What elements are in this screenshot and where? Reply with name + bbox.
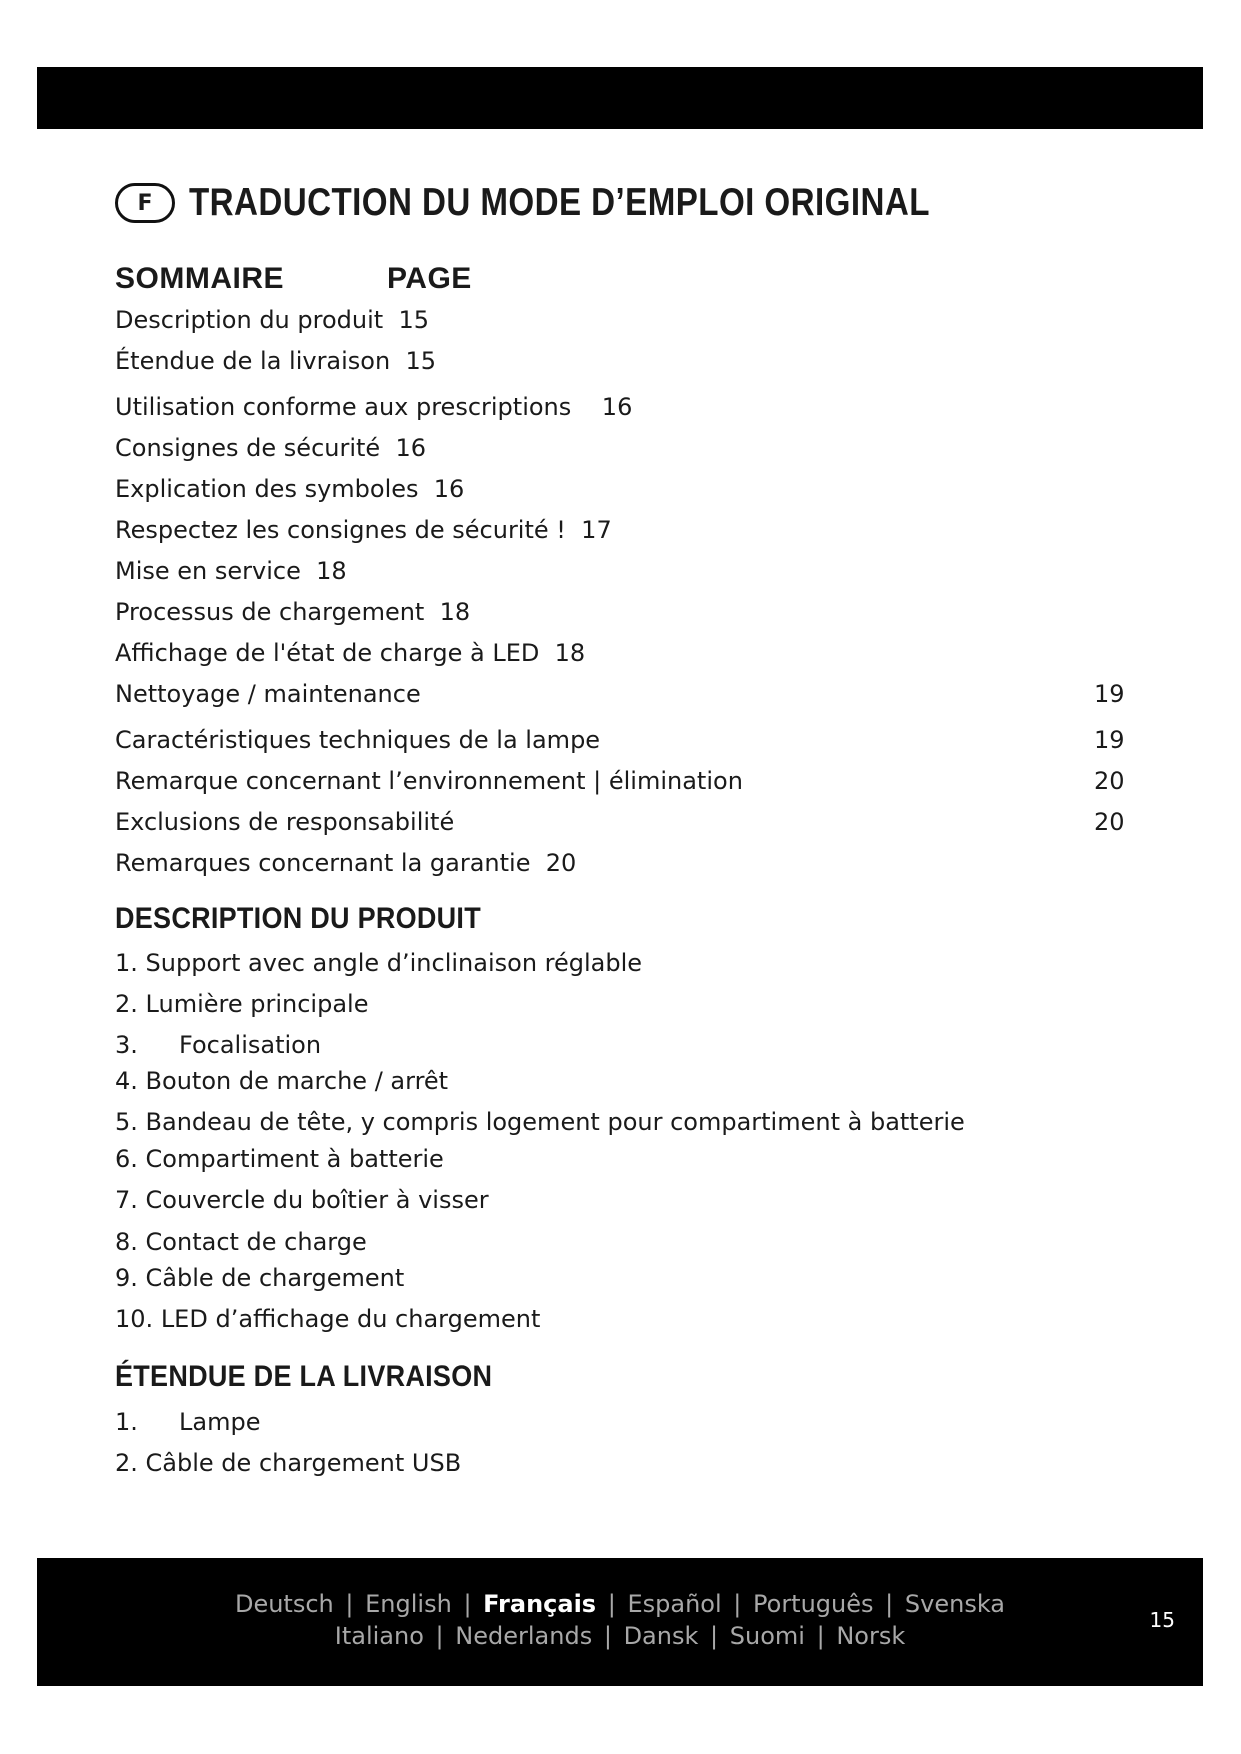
toc-entry-page: 15 (405, 347, 437, 375)
toc-page-heading: PAGE (387, 262, 472, 295)
toc-entry (115, 434, 426, 462)
list-item-number: 4. (115, 1067, 138, 1095)
toc-entry-label: Processus de chargement (115, 598, 425, 626)
list-item-number: 10. (115, 1305, 154, 1333)
title-row (115, 175, 1061, 231)
list-item-text: Contact de charge (145, 1228, 367, 1256)
toc-entry-label: Utilisation conforme aux prescriptions (115, 393, 572, 421)
toc-entry (115, 557, 347, 585)
toc-entry (115, 347, 436, 375)
top-bar (37, 67, 1203, 129)
toc-entry (115, 639, 585, 667)
page-number: 15 (1149, 1608, 1175, 1632)
lang-link-deutsch[interactable]: Deutsch (234, 1590, 334, 1618)
toc-entry-page: 18 (554, 639, 586, 667)
list-item-text: Compartiment à batterie (145, 1145, 444, 1173)
lang-separator: | (816, 1622, 825, 1650)
list-item-text: Câble de chargement (145, 1264, 405, 1292)
list-item (115, 949, 642, 977)
lang-link-espanol[interactable]: Español (627, 1590, 722, 1618)
list-item (115, 1228, 367, 1256)
toc-entry-page: 18 (439, 598, 471, 626)
lang-separator: | (733, 1590, 742, 1618)
lang-link-portugues[interactable]: Português (753, 1590, 874, 1618)
lang-separator: | (607, 1590, 616, 1618)
toc-entry-label: Nettoyage / maintenance (115, 680, 421, 708)
list-item-text: Lumière principale (145, 990, 369, 1018)
toc-entry-label: Caractéristiques techniques de la lampe (115, 726, 601, 754)
list-item-number: 6. (115, 1145, 138, 1173)
lang-separator: | (345, 1590, 354, 1618)
toc-entry (115, 393, 632, 421)
list-item-text: Câble de chargement USB (145, 1449, 462, 1477)
list-item-text: Couvercle du boîtier à visser (145, 1186, 489, 1214)
toc-entry-label: Respectez les consignes de sécurité ! (115, 516, 566, 544)
toc-entry-label: Explication des symboles (115, 475, 419, 503)
lang-separator: | (885, 1590, 894, 1618)
list-item (115, 1108, 965, 1136)
toc-entry (115, 849, 576, 877)
list-item-text: Support avec angle d’inclinaison réglable (145, 949, 643, 977)
lang-separator: | (710, 1622, 719, 1650)
language-nav-row-1 (37, 1588, 1203, 1620)
lang-link-dansk[interactable]: Dansk (623, 1622, 699, 1650)
lang-link-suomi[interactable]: Suomi (729, 1622, 805, 1650)
toc-entry (115, 598, 470, 626)
toc-entry-label: Remarque concernant l’environnement | élimination (115, 767, 743, 795)
delivery-heading: ÉTENDUE DE LA LIVRAISON (115, 1360, 493, 1393)
toc-entry-page: 20 (1094, 767, 1125, 795)
toc-entry-label: Description du produit (115, 306, 384, 334)
lang-link-norsk[interactable]: Norsk (836, 1622, 906, 1650)
toc-entry-page: 20 (1094, 808, 1125, 836)
list-item (115, 1186, 489, 1214)
list-item-number: 2. (115, 990, 138, 1018)
toc-entry-label: Mise en service (115, 557, 301, 585)
list-item (115, 990, 368, 1018)
list-item-text: Bandeau de tête, y compris logement pour compartiment à batterie (145, 1108, 965, 1136)
language-nav (37, 1588, 1203, 1652)
page-title: TRADUCTION DU MODE D’EMPLOI ORIGINAL (189, 181, 930, 224)
list-item (115, 1408, 260, 1436)
lang-link-italiano[interactable]: Italiano (334, 1622, 424, 1650)
list-item (115, 1031, 321, 1059)
toc-entry-label: Exclusions de responsabilité (115, 808, 455, 836)
list-item-text: Lampe (179, 1408, 261, 1436)
list-item-number: 9. (115, 1264, 138, 1292)
toc-entry-page: 17 (581, 516, 612, 544)
list-item (115, 1067, 448, 1095)
list-item-number: 7. (115, 1186, 138, 1214)
list-item-text: Focalisation (179, 1031, 322, 1059)
toc-entry-page: 16 (433, 475, 465, 503)
list-item-text: Bouton de marche / arrêt (145, 1067, 449, 1095)
toc-entry-page: 16 (601, 393, 633, 421)
list-item-text: LED d’affichage du chargement (160, 1305, 541, 1333)
list-item (115, 1305, 540, 1333)
toc-entry-label: Affichage de l'état de charge à LED (115, 639, 540, 667)
list-item-number: 5. (115, 1108, 138, 1136)
list-item-number: 1. (115, 949, 138, 977)
toc-entry (115, 475, 464, 503)
toc-entry (115, 306, 429, 334)
lang-link-nederlands[interactable]: Nederlands (455, 1622, 593, 1650)
lang-link-svenska[interactable]: Svenska (904, 1590, 1006, 1618)
toc-entry-label: Étendue de la livraison (115, 347, 391, 375)
toc-entry (115, 516, 612, 544)
footer-bar (37, 1558, 1203, 1686)
language-nav-row-2 (37, 1620, 1203, 1652)
lang-separator: | (435, 1622, 444, 1650)
toc-heading: SOMMAIRE (115, 262, 284, 295)
product-description-heading: DESCRIPTION DU PRODUIT (115, 902, 481, 935)
toc-entry-label: Consignes de sécurité (115, 434, 381, 462)
list-item-number: 1. (115, 1408, 138, 1436)
toc-entry-page: 19 (1094, 726, 1125, 754)
toc-entry-page: 16 (395, 434, 426, 462)
lang-separator: | (603, 1622, 612, 1650)
list-item-number: 3. (115, 1031, 138, 1059)
list-item (115, 1145, 444, 1173)
lang-link-english[interactable]: English (365, 1590, 452, 1618)
lang-link-francais[interactable]: Français (483, 1590, 597, 1618)
list-item (115, 1449, 461, 1477)
list-item-number: 2. (115, 1449, 138, 1477)
language-badge: F (115, 183, 175, 223)
toc-entry-page: 19 (1094, 680, 1125, 708)
toc-entry-page: 20 (545, 849, 577, 877)
list-item-number: 8. (115, 1228, 138, 1256)
list-item (115, 1264, 404, 1292)
toc-entry-label: Remarques concernant la garantie (115, 849, 531, 877)
lang-separator: | (463, 1590, 472, 1618)
toc-entry-page: 15 (398, 306, 429, 334)
toc-entry-page: 18 (316, 557, 347, 585)
